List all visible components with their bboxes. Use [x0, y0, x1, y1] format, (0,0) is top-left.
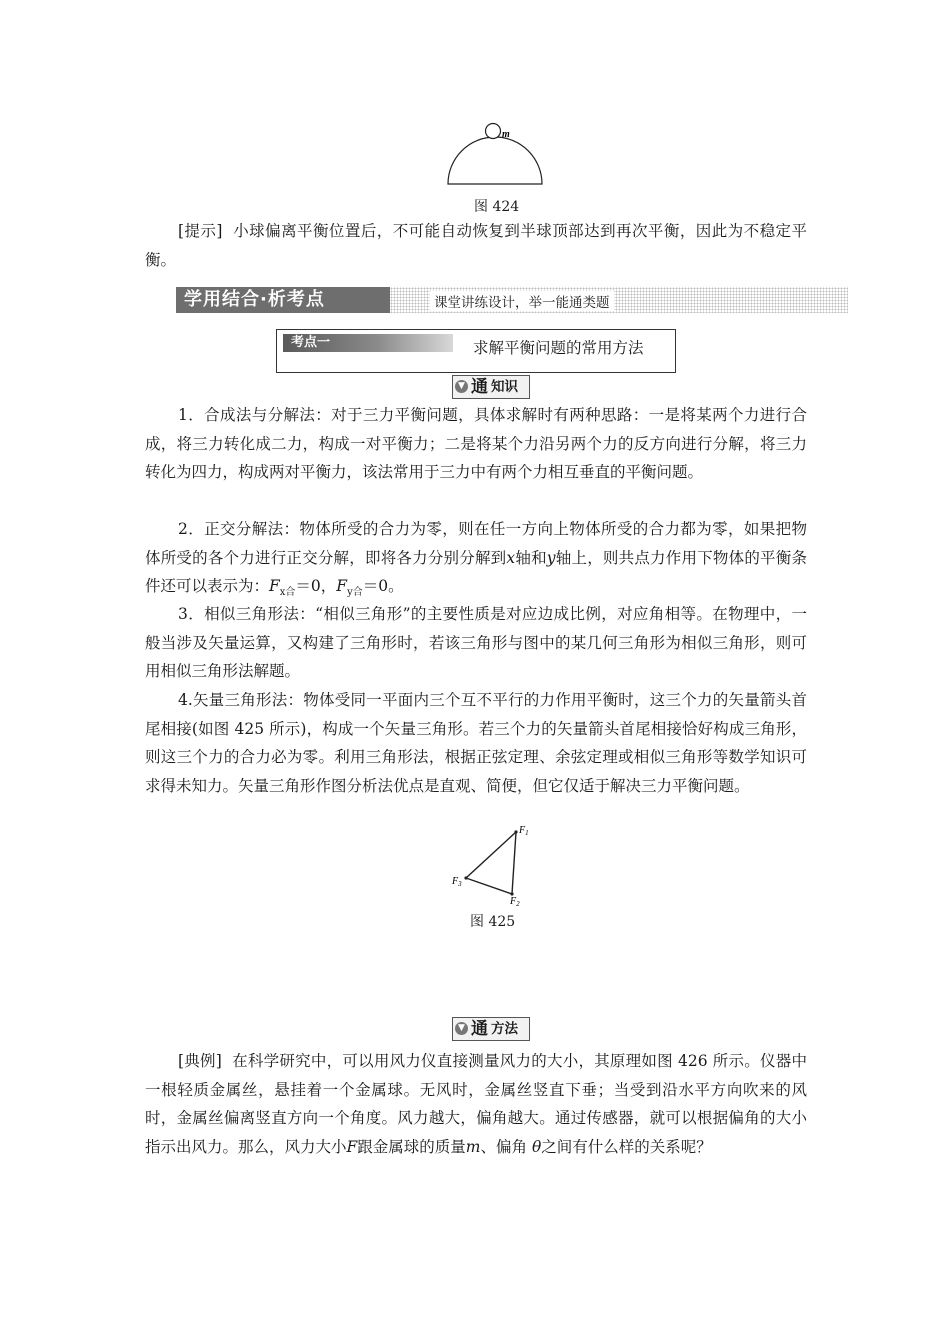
- method-heading-big: 通: [471, 1019, 488, 1039]
- item-2-paragraph: 2．正交分解法：物体所受的合力为零，则在任一方向上物体所受的合力都为零，如果把物体所受的各个力进行正交分解，即将各力分别分解到x轴和y轴上，则共点力作用下物体的平衡条件还可以表示为：$F_{x合}=0$，$F_{y合}=0$。: [145, 520, 807, 599]
- example-tag: [典例]: [178, 1052, 222, 1070]
- knowledge-heading-small: 知识: [491, 379, 518, 395]
- x-variable: x: [506, 548, 516, 567]
- figure-425-diagram: [446, 820, 542, 906]
- topic-box: [276, 329, 676, 373]
- figure-425-caption: 图 425: [470, 914, 516, 930]
- f3-label: F: [452, 876, 459, 887]
- svg-text:F2: $F_2$: [510, 896, 520, 906]
- mass-label: m: [502, 129, 510, 140]
- example-paragraph: [典例] 在科学研究中，可以用风力仪直接测量风力的大小，其原理如图 426 所示。仪器中一根轻质金属丝，悬挂着一个金属球。无风时，金属丝竖直下垂；当受到沿水平方向吹来的风时，金属丝偏离竖直方向一个角度。风力越大，偏角越大。通过传感器，就可以根据偏角的大小指示出风力。那么，风力大小F跟金属球的质量m、偏角 θ之间有什么样的关系呢？: [145, 1052, 807, 1156]
- m-variable: m: [465, 1137, 481, 1156]
- banner-subtitle: 课堂讲练设计，举一能通类题: [430, 291, 614, 311]
- y-variable: y: [546, 548, 556, 567]
- theta-variable: θ: [531, 1137, 542, 1156]
- svg-text:F3: $F_3$: [452, 876, 462, 888]
- method-heading: [452, 1017, 530, 1041]
- banner-dotted-area: [390, 287, 848, 313]
- banner-title: 学用结合·析考点: [176, 287, 390, 313]
- knowledge-heading: [452, 375, 530, 399]
- item-1-paragraph: 1．合成法与分解法：对于三力平衡问题，具体求解时有两种思路：一是将某两个力进行合成，将三力转化成二力，构成一对平衡力；二是将某个力沿另两个力的反方向进行分解，将三力转化为四力，构成两对平衡力，该法常用于三力中有两个力相互垂直的平衡问题。: [145, 406, 807, 481]
- topic-tag: 考点一: [283, 334, 453, 352]
- hint-paragraph: [145, 217, 807, 274]
- section-banner: [176, 287, 848, 313]
- svg-text:F1: $F_1$: [519, 825, 529, 837]
- item-4-paragraph: 4.矢量三角形法：物体受同一平面内三个互不平行的力作用平衡时，这三个力的矢量箭头首尾相接(如图 425 所示)，构成一个矢量三角形。若三个力的矢量箭头首尾相接恰好构成三角形，则这三个力的合力必为零。利用三角形法，根据正弦定理、余弦定理或相似三角形等数学知识可求得未知力。矢量三角形作图分析法优点是直观、简便，但它仅适于解决三力平衡问题。: [145, 691, 807, 795]
- knowledge-heading-big: 通: [471, 377, 488, 397]
- hint-tag: [提示]: [178, 222, 223, 240]
- item-3-paragraph: 3．相似三角形法：“相似三角形”的主要性质是对应边成比例，对应角相等。在物理中，一般当涉及矢量运算，又构建了三角形时，若该三角形与图中的某几何三角形为相似三角形，则可用相似三角形法解题。: [145, 605, 807, 680]
- method-heading-small: 方法: [491, 1021, 518, 1037]
- topic-title: 求解平衡问题的常用方法: [473, 339, 644, 357]
- figure-424-diagram: [440, 118, 550, 190]
- chevron-down-icon: ▼: [455, 1022, 468, 1035]
- figure-424-caption: 图 424: [474, 199, 520, 215]
- f1-label: F: [519, 825, 526, 836]
- hint-text: 小球偏离平衡位置后，不可能自动恢复到半球顶部达到再次平衡，因此为不稳定平衡。: [145, 222, 807, 269]
- f-variable: F: [346, 1137, 358, 1156]
- chevron-down-icon: ▼: [455, 380, 468, 393]
- f2-label: F: [510, 896, 517, 906]
